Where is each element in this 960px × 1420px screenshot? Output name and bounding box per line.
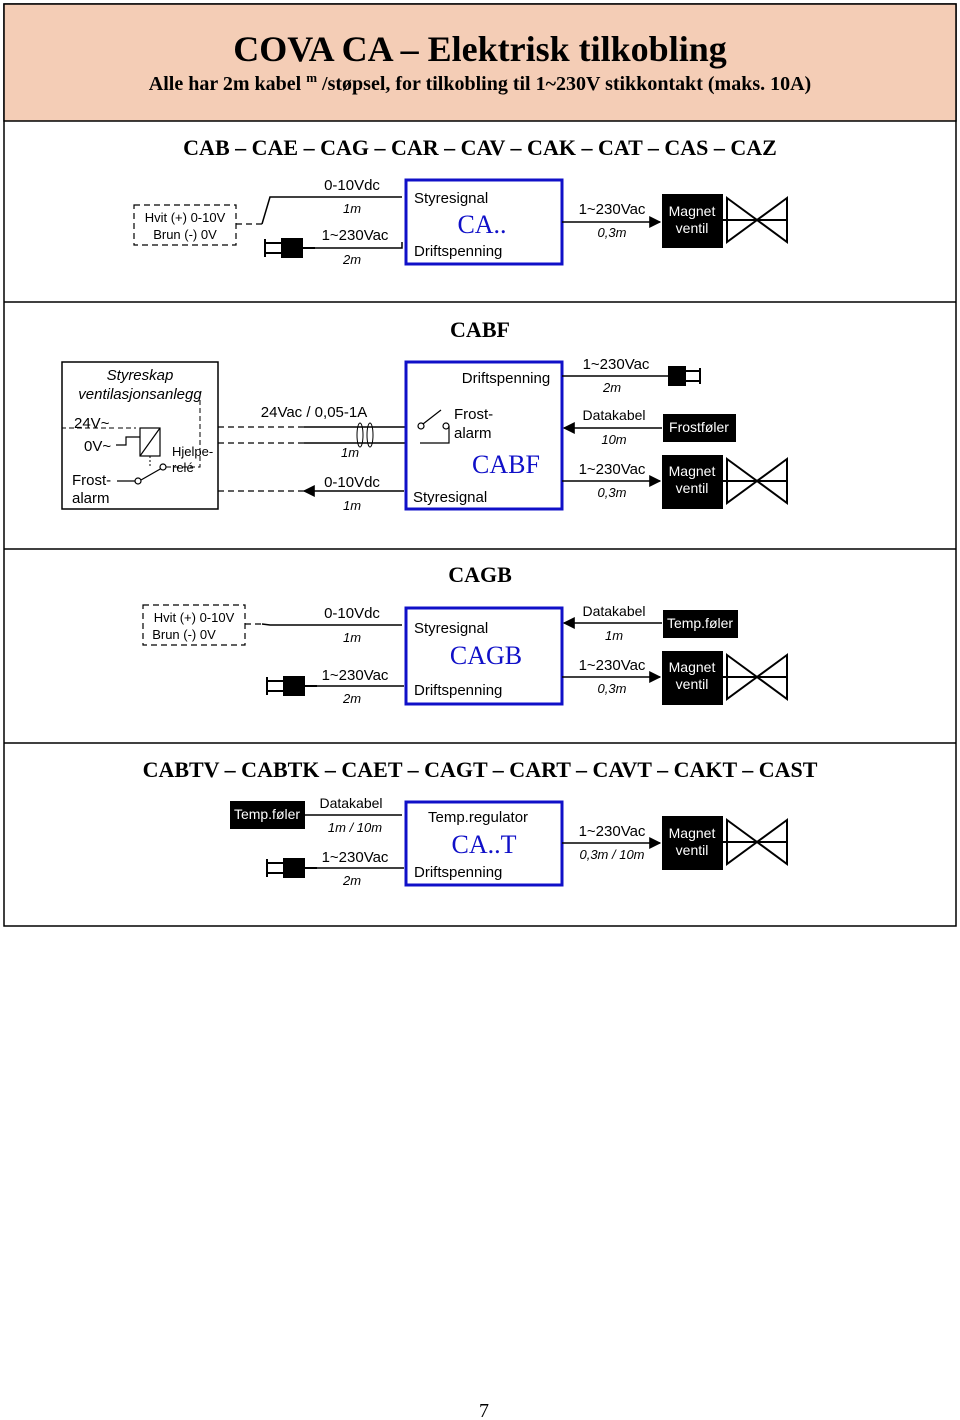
catt-power-cable-label: 1~230Vac	[321, 849, 389, 866]
aux-relay-label: Hjelpe-	[172, 444, 214, 459]
cagb-source-label-brown: Brun (-) 0V	[152, 627, 216, 642]
magnet-valve-label: Magnet	[668, 203, 716, 219]
signal-cable-cabf-length: 1m	[342, 498, 362, 513]
catt-regulator-label: Temp.regulator	[428, 809, 529, 826]
page-number: 7	[479, 1400, 489, 1420]
cagb-magnet-valve-label-2: ventil	[675, 676, 709, 692]
cabf-frost-label: Frost-	[454, 406, 494, 423]
cabf-unit-name: CABF	[472, 450, 540, 479]
catt-magnet-valve-label-2: ventil	[675, 842, 709, 858]
cabf-valve-cable-length: 0,3m	[597, 485, 627, 500]
ground-symbol	[116, 437, 140, 445]
catt-power-plug-icon	[267, 858, 317, 878]
cagb-valve-icon	[723, 655, 787, 699]
cabf-power-label: Driftspenning	[461, 370, 551, 387]
cabf-frost-label-2: alarm	[454, 425, 492, 442]
valve-icon	[723, 198, 787, 242]
cagb-source-label-white: Hvit (+) 0-10V	[153, 610, 235, 625]
cagb-sensor-cable-length: 1m	[604, 628, 624, 643]
valve-cable-label: 1~230Vac	[578, 201, 646, 218]
section-cagb	[143, 562, 787, 706]
cabf-valve-cable-label: 1~230Vac	[578, 461, 646, 478]
power-cable-length: 2m	[342, 252, 362, 267]
supply-0v-label: 0V~	[84, 438, 112, 455]
cagb-valve-cable-length: 0,3m	[597, 681, 627, 696]
page-title: COVA CA – Elektrisk tilkobling	[233, 29, 727, 69]
cabf-power-cable-label: 1~230Vac	[582, 356, 650, 373]
section-ca-basic	[134, 135, 787, 267]
aux-relay-label-2: relé	[172, 460, 194, 475]
cagb-power-cable-length: 2m	[342, 691, 362, 706]
cabf-magnet-valve-label: Magnet	[668, 463, 716, 479]
ca-unit-input-label: Styresignal	[414, 190, 489, 207]
relay-contact	[141, 468, 162, 480]
frost-sensor-cable-length: 10m	[601, 432, 627, 447]
catt-magnet-valve-label: Magnet	[668, 825, 716, 841]
cagb-signal-cable	[262, 624, 402, 625]
cabf-valve-icon	[723, 459, 787, 503]
supply-cable-label: 24Vac / 0,05-1A	[260, 404, 368, 421]
cagb-temp-sensor-label: Temp.føler	[666, 615, 734, 631]
catt-power-cable-length: 2m	[342, 873, 362, 888]
cabf-plug-icon	[668, 366, 686, 386]
catt-valve-cable-label: 1~230Vac	[578, 823, 646, 840]
section2-title: CABF	[450, 317, 510, 342]
section-cabf	[62, 317, 787, 513]
cagb-sensor-cable-label: Datakabel	[582, 603, 646, 619]
catt-temp-sensor-label: Temp.føler	[233, 806, 301, 822]
page-subtitle: Alle har 2m kabel $^m$ /støpsel, for tilkobling til 1~230V stikkontakt (maks. 10A)	[148, 70, 812, 95]
ca-unit-name: CA..	[457, 210, 507, 239]
catt-valve-cable-length: 0,3m / 10m	[579, 847, 645, 862]
signal-cable-cabf-label: 0-10Vdc	[324, 474, 380, 491]
cagb-magnet-valve-label: Magnet	[668, 659, 716, 675]
section-temp-regulator	[143, 757, 818, 888]
control-cabinet-title: Styreskap	[106, 367, 174, 384]
frost-sensor-cable-label: Datakabel	[582, 407, 646, 423]
cabf-magnet-valve-label-2: ventil	[675, 480, 709, 496]
catt-unit-name: CA..T	[451, 830, 517, 859]
power-cable-label: 1~230Vac	[321, 227, 389, 244]
cagb-power-plug-icon	[267, 676, 317, 696]
frost-sensor-label: Frostføler	[669, 419, 729, 435]
catt-sensor-cable-length: 1m / 10m	[327, 820, 383, 835]
signal-cable-length: 1m	[342, 201, 362, 216]
cagb-input-label: Styresignal	[414, 620, 489, 637]
cagb-signal-cable-length: 1m	[342, 630, 362, 645]
valve-cable-length: 0,3m	[597, 225, 627, 240]
cagb-valve-cable-label: 1~230Vac	[578, 657, 646, 674]
signal-cable-label: 0-10Vdc	[324, 177, 380, 194]
section4-models: CABTV – CABTK – CAET – CAGT – CART – CAVT – CAKT – CAST	[142, 757, 818, 782]
supply-cable-length: 1m	[340, 445, 360, 460]
frost-alarm-label: Frost-	[72, 472, 112, 489]
magnet-valve-label-2: ventil	[675, 220, 709, 236]
catt-power-label: Driftspenning	[414, 864, 503, 881]
ca-unit-power-label: Driftspenning	[414, 243, 503, 260]
control-cabinet-subtitle: ventilasjonsanlegg	[78, 386, 202, 403]
power-plug-icon	[265, 238, 315, 258]
source-label-brown: Brun (-) 0V	[153, 227, 217, 242]
signal-cable	[262, 197, 402, 224]
section1-models: CAB – CAE – CAG – CAR – CAV – CAK – CAT – CAS – CAZ	[183, 135, 777, 160]
cabf-signal-label: Styresignal	[413, 489, 488, 506]
catt-sensor-cable-label: Datakabel	[319, 795, 383, 811]
cabf-power-cable-length: 2m	[602, 380, 622, 395]
section3-title: CAGB	[448, 562, 512, 587]
cagb-power-cable-label: 1~230Vac	[321, 667, 389, 684]
cagb-power-label: Driftspenning	[414, 682, 503, 699]
source-label-white: Hvit (+) 0-10V	[144, 210, 226, 225]
supply-24v-label: 24V~	[74, 415, 110, 432]
cagb-unit-name: CAGB	[449, 641, 523, 670]
frost-alarm-label-2: alarm	[72, 490, 110, 507]
catt-valve-icon	[723, 820, 787, 864]
cagb-signal-cable-label: 0-10Vdc	[324, 605, 380, 622]
